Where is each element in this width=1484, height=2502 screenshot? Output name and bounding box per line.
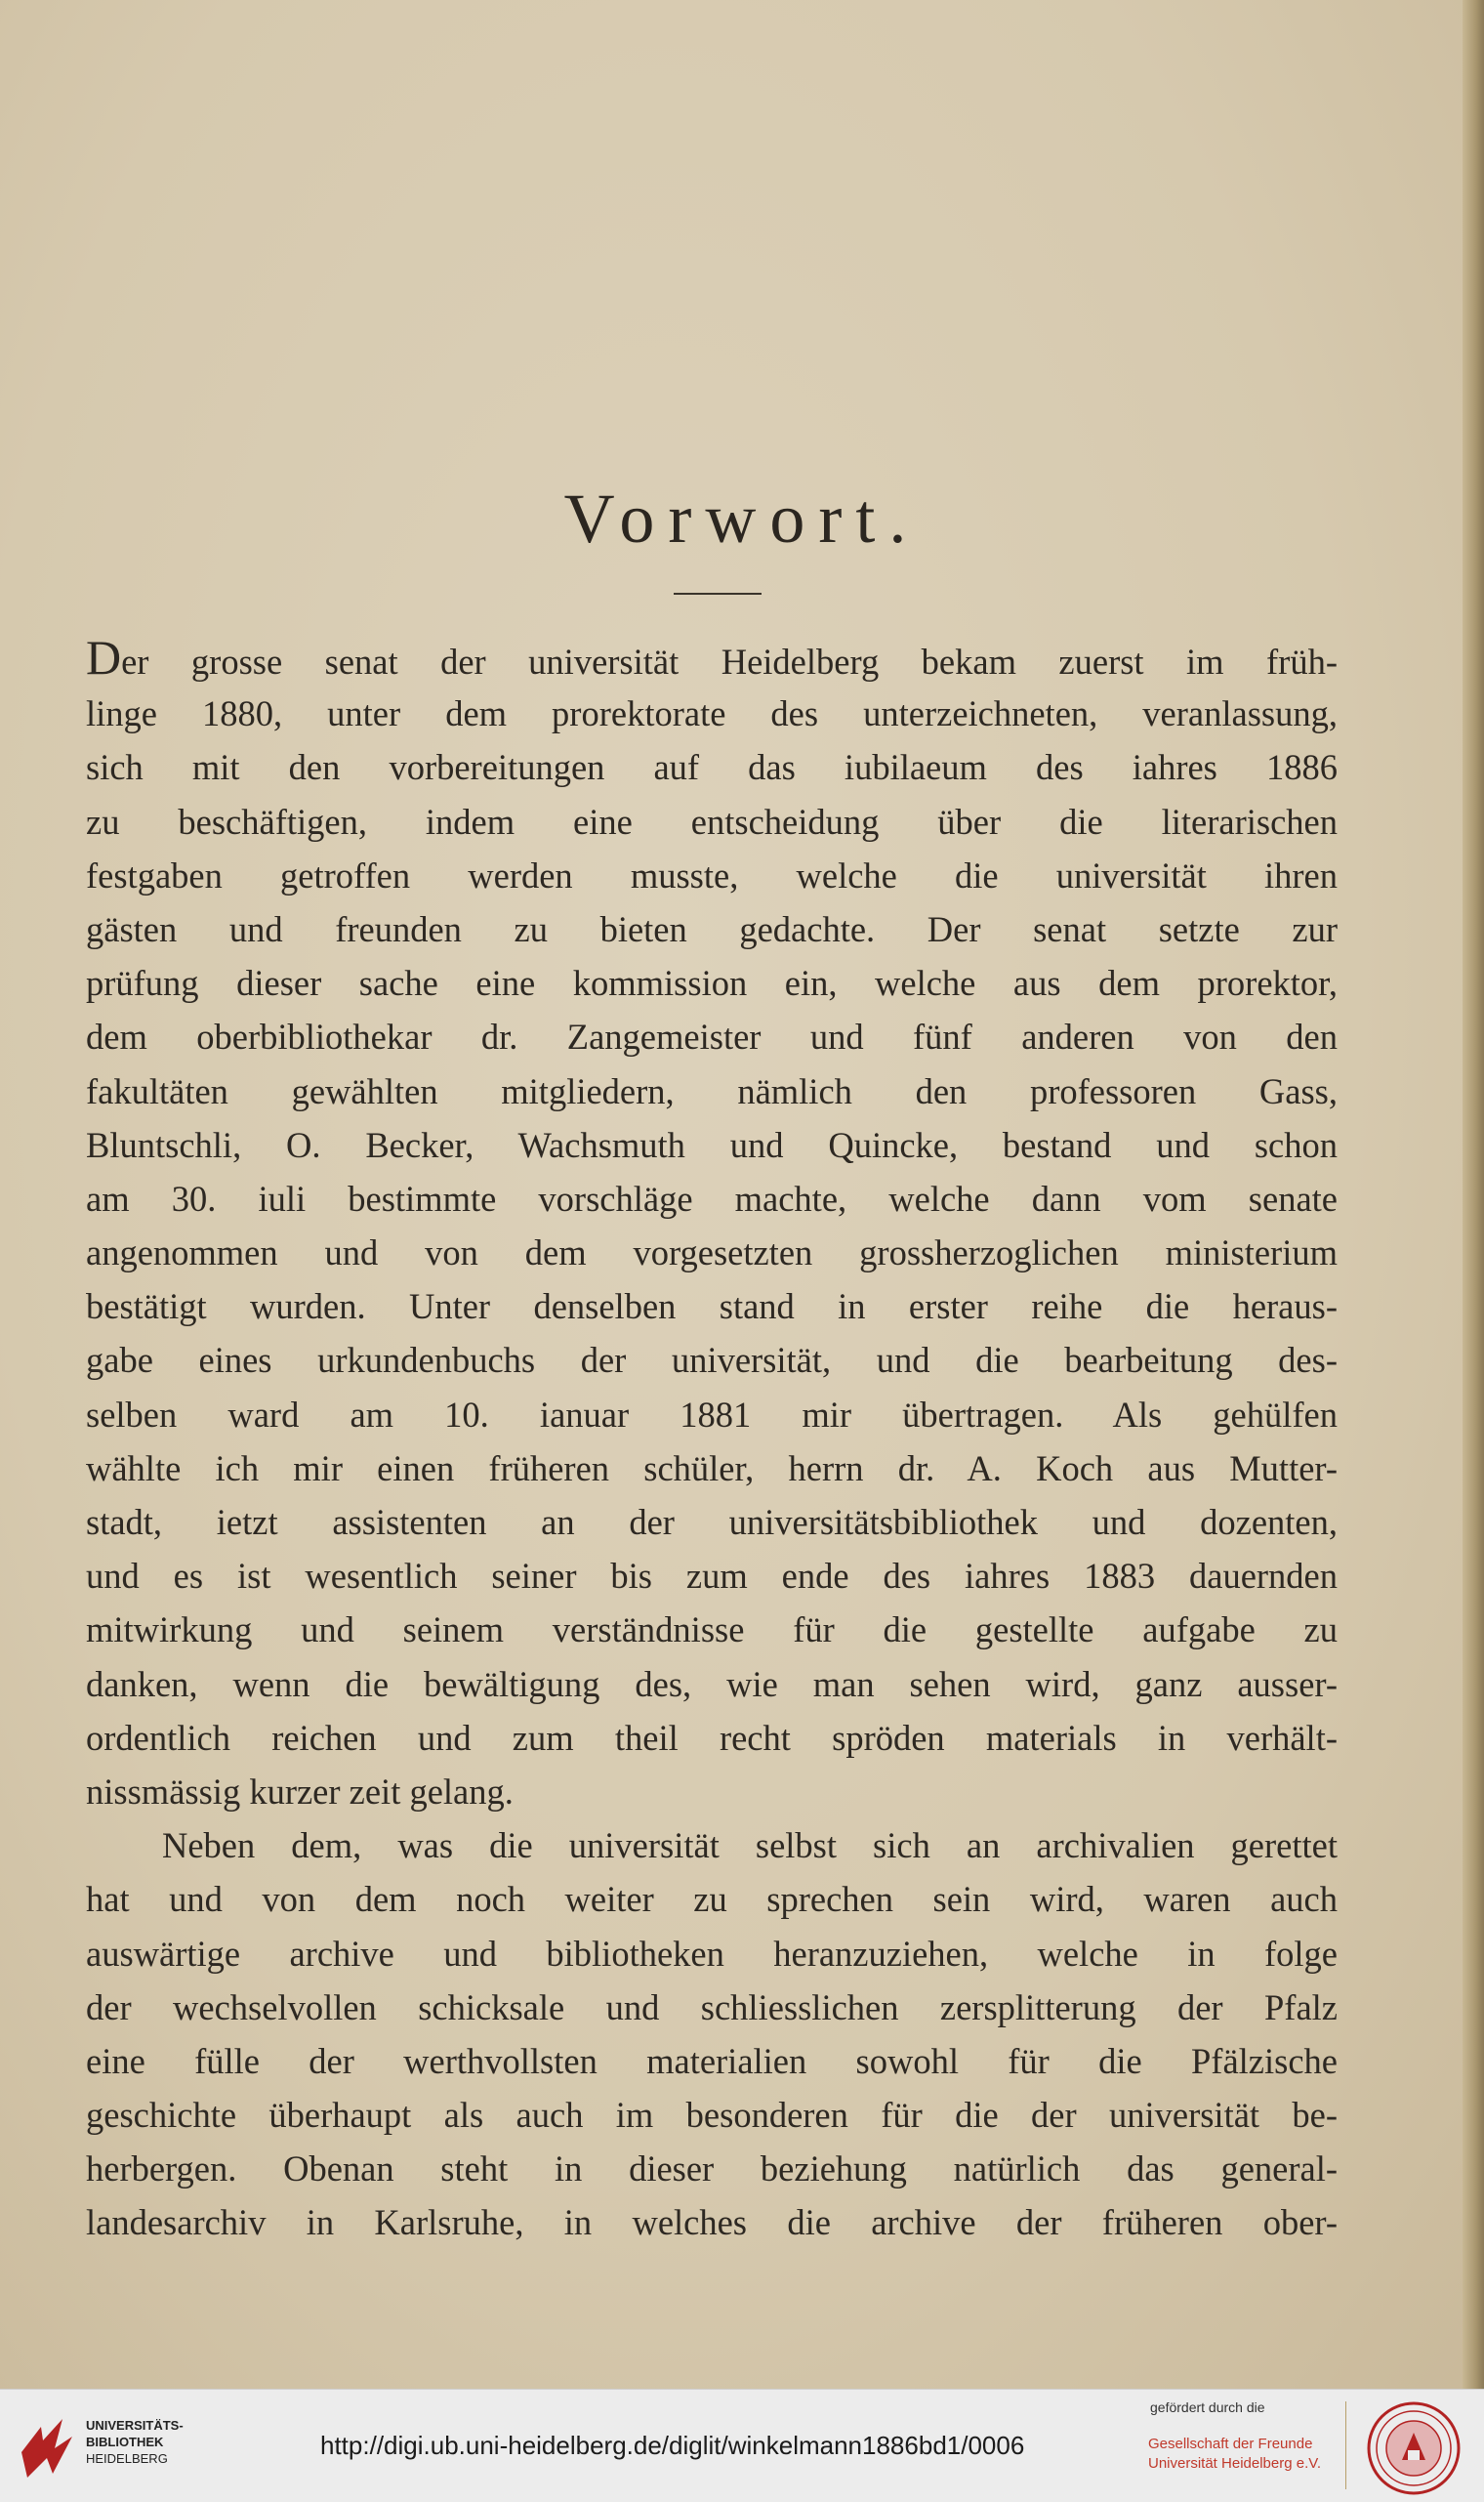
text-line-content: angenommen und von dem vorgesetzten grossherzoglichen ministerium [86,1232,1338,1273]
body-text [86,630,1338,2250]
text-line-content: geschichte überhaupt als auch im besonderen für die der universität be- [86,2095,1338,2136]
text-line [86,2034,1338,2088]
text-line [86,1226,1338,1279]
text-line-content: dem oberbibliothekar dr. Zangemeister und fünf anderen von den [86,1017,1338,1058]
text-line-content: prüfung dieser sache eine kommission ein, welche aus dem prorektor, [86,963,1338,1004]
text-line-content: mitwirkung und seinem verständnisse für die gestellte aufgabe zu [86,1609,1338,1650]
text-line-content: selben ward am 10. ianuar 1881 mir übertragen. Als gehülfen [86,1394,1338,1435]
text-line [86,1927,1338,1981]
title-rule [674,593,762,595]
page-title: Vorwort. [563,480,921,558]
text-line [86,740,1338,794]
text-line [86,2142,1338,2195]
sponsor-name [1148,2435,1321,2474]
text-line-content: nissmässig kurzer zeit gelang. [86,1771,514,1812]
sponsor-name-line2: Universität Heidelberg e.V. [1148,2455,1322,2472]
text-line [86,1603,1338,1656]
text-line [86,1981,1338,2034]
text-line-content: landesarchiv in Karlsruhe, in welches die archive der früheren ober- [86,2202,1338,2243]
text-line-content: bestätigt wurden. Unter denselben stand in erster reihe die heraus- [86,1286,1338,1327]
text-line [86,1279,1338,1333]
text-line-content: und es ist wesentlich seiner bis zum ende des iahres 1883 dauernden [86,1556,1338,1597]
text-line [86,1441,1338,1495]
drop-cap: D [86,630,122,685]
text-line [86,1818,1338,1872]
text-line [86,2195,1338,2249]
text-line [86,1495,1338,1549]
text-line [86,1388,1338,1441]
university-seal-icon [1365,2399,1463,2497]
text-line [86,956,1338,1010]
text-line-content: sich mit den vorbereitungen auf das iubilaeum des iahres 1886 [86,747,1338,788]
text-line-content: wählte ich mir einen früheren schüler, herrn dr. A. Koch aus Mutter- [86,1447,1338,1488]
text-line-content: gabe eines urkundenbuchs der universität, und die bearbeitung des- [86,1340,1338,1381]
text-line [86,1765,1338,1818]
text-line-content: am 30. iuli bestimmte vorschläge machte, welche dann vom senate [86,1178,1338,1219]
text-line-content: der wechselvollen schicksale und schliesslichen zersplitterung der Pfalz [86,1986,1338,2027]
funded-by-label: gefördert durch die [1150,2399,1265,2415]
text-line-content: ordentlich reichen und zum theil recht spröden materials in verhält- [86,1717,1338,1758]
text-line-content: herbergen. Obenan steht in dieser beziehung natürlich das general- [86,2148,1338,2189]
text-line [86,849,1338,902]
footer-bar [0,2389,1484,2502]
text-line-content: eine fülle der werthvollsten materialien sowohl für die Pfälzische [86,2040,1338,2081]
text-line [86,902,1338,956]
page-edge-shadow [1463,0,1484,2389]
permalink-url[interactable]: http://digi.ub.uni-heidelberg.de/diglit/winkelmann1886bd1/0006 [320,2431,1025,2460]
text-line-content: danken, wenn die bewältigung des, wie man sehen wird, ganz ausser- [86,1663,1338,1704]
sponsor-name-line1: Gesellschaft der Freunde [1148,2436,1313,2452]
text-line [86,1118,1338,1172]
text-line-content: gästen und freunden zu bieten gedachte. Der senat setzte zur [86,908,1338,949]
text-line [86,795,1338,849]
text-line [86,1333,1338,1387]
text-line [86,687,1338,740]
library-name-line2: BIBLIOTHEK [86,2435,164,2449]
text-line [86,1711,1338,1765]
text-line [86,1872,1338,1926]
text-line-content: stadt, ietzt assistenten an der universitätsbibliothek und dozenten, [86,1502,1338,1542]
library-name-line3: HEIDELBERG [86,2451,168,2466]
text-line-content: festgaben getroffen werden musste, welche die universität ihren [86,855,1338,896]
text-line-content: fakultäten gewählten mitgliedern, nämlich den professoren Gass, [86,1070,1338,1111]
text-line [86,2088,1338,2142]
library-name [86,2417,184,2467]
text-line [86,1657,1338,1711]
text-line-content: hat und von dem noch weiter zu sprechen sein wird, waren auch [86,1879,1338,1920]
text-line-content: zu beschäftigen, indem eine entscheidung über die literarischen [86,801,1338,842]
text-line [86,1064,1338,1118]
library-name-line1: UNIVERSITÄTS- [86,2418,184,2433]
footer-divider [1345,2401,1346,2489]
text-line [86,1010,1338,1063]
text-line [86,630,1338,687]
text-line-content: linge 1880, unter dem prorektorate des unterzeichneten, veranlassung, [86,693,1338,734]
text-line-content: Neben dem, was die universität selbst sich an archivalien gerettet [162,1825,1338,1866]
text-line [86,1172,1338,1226]
text-line-content: Bluntschli, O. Becker, Wachsmuth und Quincke, bestand und schon [86,1124,1338,1165]
text-line-content: er grosse senat der universität Heidelberg bekam zuerst im früh- [121,642,1338,682]
text-line [86,1549,1338,1603]
text-line-content: auswärtige archive und bibliotheken heranzuziehen, welche in folge [86,1933,1338,1974]
